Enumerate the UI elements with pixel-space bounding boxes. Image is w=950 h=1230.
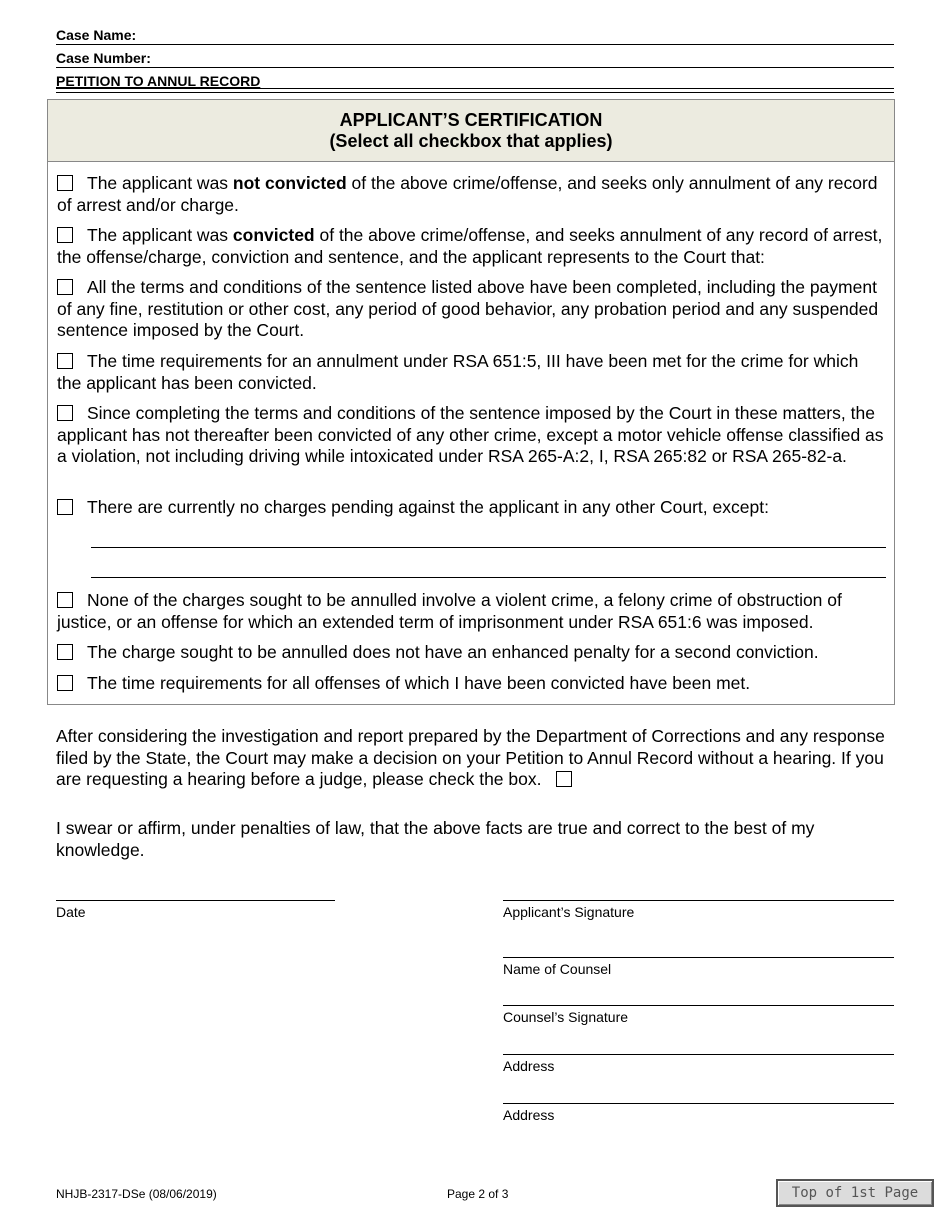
case-name-row	[56, 27, 894, 47]
pending-charges-line-2[interactable]	[91, 577, 886, 578]
checkbox-terms-completed[interactable]	[57, 279, 73, 295]
cert-item-convicted: The applicant was convicted of the above crime/offense, and seeks annulment of any record of arrest, the offense/charge, conviction and sentence, and the applicant represents to the Court that:	[57, 225, 883, 267]
address-line-2[interactable]	[503, 1103, 894, 1104]
checkbox-no-pending-charges[interactable]	[57, 499, 73, 515]
form-title: PETITION TO ANNUL RECORD	[56, 73, 261, 89]
certification-heading: APPLICANT’S CERTIFICATION	[339, 110, 603, 130]
page-number: Page 2 of 3	[447, 1187, 509, 1201]
form-id: NHJB-2317-DSe (08/06/2019)	[56, 1187, 217, 1201]
checkbox-no-other-conviction[interactable]	[57, 405, 73, 421]
cert-item-no-other-conviction: Since completing the terms and conditions of the sentence imposed by the Court in these matters, the applicant has not thereafter been convicted of any other crime, except a motor vehicle offense classified as a violation, not including driving while intoxicated under RSA 265-A:2, I, RSA 265:82 or RSA 265-82-a.	[57, 403, 884, 466]
cert-item-all-time-requirements: The time requirements for all offenses of which I have been convicted have been met.	[57, 673, 884, 695]
date-line[interactable]	[56, 900, 335, 901]
cert-item-terms-completed: All the terms and conditions of the sentence listed above have been completed, including the payment of any fine, restitution or other cost, any period of good behavior, any probation period and any suspended sentence imposed by the Court.	[57, 277, 879, 340]
address-label-1: Address	[503, 1058, 555, 1074]
case-number-label: Case Number:	[56, 50, 155, 66]
counsel-signature-label: Counsel’s Signature	[503, 1009, 629, 1025]
case-number-field[interactable]	[56, 67, 894, 68]
cert-item-time-requirements: The time requirements for an annulment under RSA 651:5, III have been met for the crime for which the applicant has been convicted.	[57, 351, 859, 393]
cert-item-no-violent-crime: None of the charges sought to be annulled involve a violent crime, a felony crime of obstruction of justice, or an offense for which an extended term of imprisonment under RSA 651:6 was imposed.	[57, 590, 842, 632]
top-of-first-page-button[interactable]: Top of 1st Page	[776, 1179, 934, 1207]
checkbox-not-convicted[interactable]	[57, 175, 73, 191]
address-line-1[interactable]	[503, 1054, 894, 1055]
certification-header	[48, 100, 894, 162]
applicant-signature-line[interactable]	[503, 900, 894, 901]
cert-item-no-enhanced-penalty: The charge sought to be annulled does not have an enhanced penalty for a second conviction.	[57, 642, 884, 664]
counsel-signature-line[interactable]	[503, 1005, 894, 1006]
checkbox-all-time-requirements[interactable]	[57, 675, 73, 691]
certification-section	[47, 99, 895, 705]
checkbox-time-requirements[interactable]	[57, 353, 73, 369]
checkbox-no-violent-crime[interactable]	[57, 592, 73, 608]
address-label-2: Address	[503, 1107, 555, 1123]
date-label: Date	[56, 904, 86, 920]
hearing-paragraph	[56, 726, 890, 791]
header-divider	[56, 88, 894, 93]
name-of-counsel-label: Name of Counsel	[503, 961, 612, 977]
cert-item-no-pending-charges: There are currently no charges pending against the applicant in any other Court, except:	[57, 497, 884, 519]
pending-charges-line-1[interactable]	[91, 547, 886, 548]
case-name-label: Case Name:	[56, 27, 140, 43]
certification-subheading: (Select all checkbox that applies)	[329, 131, 613, 151]
affirmation-text: I swear or affirm, under penalties of law, that the above facts are true and correct to the best of my knowledge.	[56, 818, 815, 860]
hearing-text: After considering the investigation and report prepared by the Department of Corrections and any response filed by the State, the Court may make a decision on your Petition to Annul Record without a hearing. If you are requesting a hearing before a judge, please check the box.	[56, 726, 885, 789]
name-of-counsel-line[interactable]	[503, 957, 894, 958]
case-name-field[interactable]	[56, 44, 894, 45]
applicant-signature-label: Applicant’s Signature	[503, 904, 635, 920]
cert-item-not-convicted: The applicant was not convicted of the above crime/offense, and seeks only annulment of any record of arrest and/or charge.	[57, 173, 878, 215]
checkbox-no-enhanced-penalty[interactable]	[57, 644, 73, 660]
checkbox-convicted[interactable]	[57, 227, 73, 243]
case-number-row	[56, 50, 894, 70]
checkbox-request-hearing[interactable]	[556, 771, 572, 787]
